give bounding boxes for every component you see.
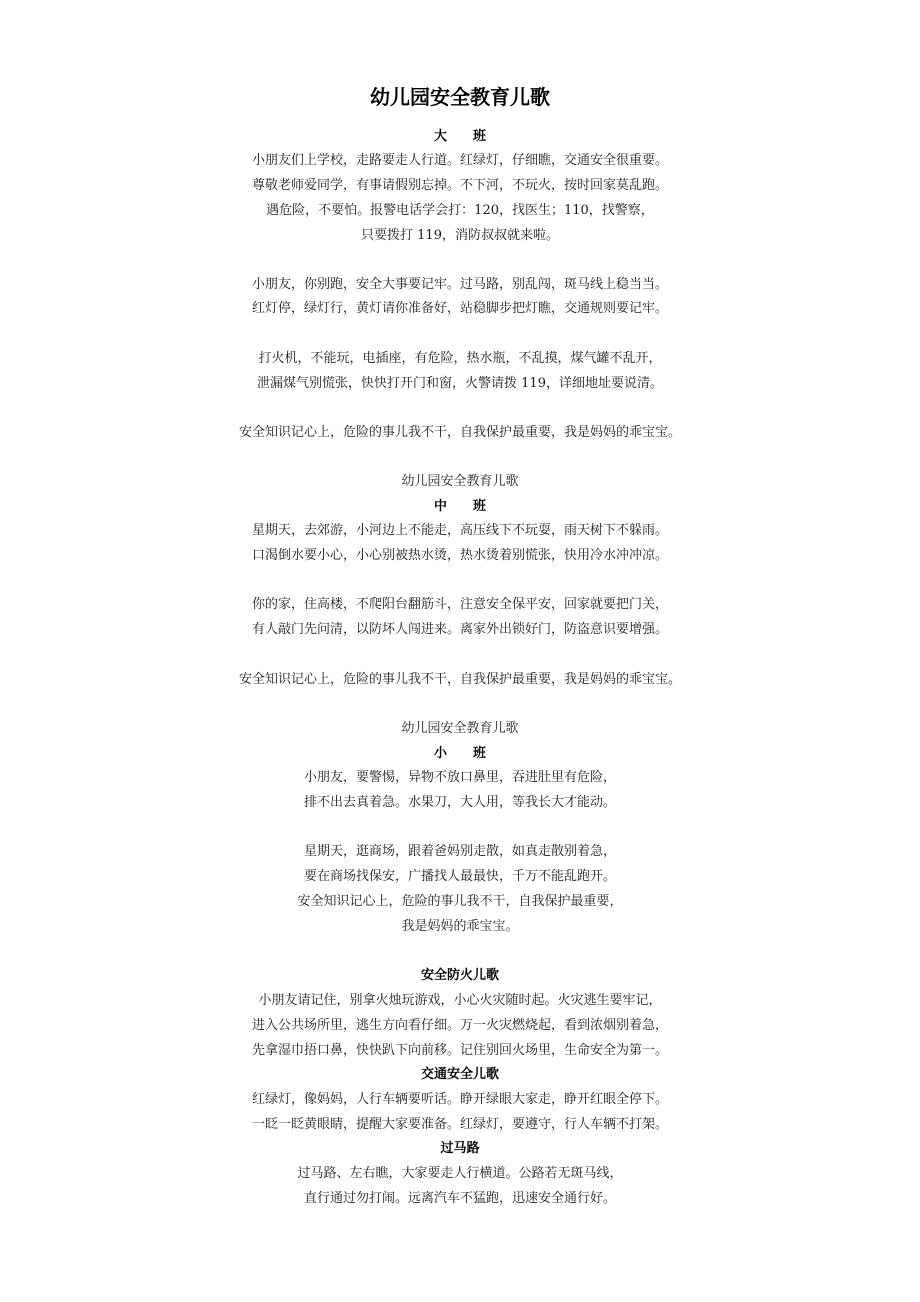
poem-line: 我是妈妈的乖宝宝。 xyxy=(401,919,519,934)
poem-line: 过马路、左右瞧，大家要走人行横道。公路若无斑马线， xyxy=(297,1166,623,1181)
poem-line: 星期天，去郊游，小河边上不能走，高压线下不玩耍，雨天树下不躲雨。 xyxy=(251,523,668,538)
poem-line: 打火机，不能玩，电插座，有危险，热水瓶，不乱摸，煤气罐不乱开， xyxy=(258,351,662,366)
poem-line: 进入公共场所里，逃生方向看仔细。万一火灾燃烧起，看到浓烟别着急， xyxy=(251,1018,668,1033)
poem-line: 遇危险，不要怕。报警电话学会打：120，找医生；110，找警察， xyxy=(266,203,654,218)
poem-line: 要在商场找保安，广播找人最最快，千万不能乱跑开。 xyxy=(303,869,616,884)
poem-line: 一眨一眨黄眼睛，提醒大家要准备。红绿灯，要遵守，行人车辆不打架。 xyxy=(251,1117,668,1132)
poem-line: 直行通过勿打闹。远离汽车不猛跑，迅速安全通行好。 xyxy=(303,1191,616,1206)
section-subtitle: 幼儿园安全教育儿歌 xyxy=(401,721,519,736)
heading-big-class: 大 班 xyxy=(433,129,486,144)
poem-line: 先拿湿巾捂口鼻，快快趴下向前移。记住别回火场里，生命安全为第一。 xyxy=(251,1043,668,1058)
poem-line: 有人敲门先问清，以防坏人闯进来。离家外出锁好门，防盗意识要增强。 xyxy=(251,622,668,637)
poem-line: 星期天，逛商场，跟着爸妈别走散，如真走散别着急， xyxy=(303,844,616,859)
poem-line: 红灯停，绿灯行，黄灯请你准备好，站稳脚步把灯瞧，交通规则要记牢。 xyxy=(251,301,668,316)
poem-line: 红绿灯，像妈妈，人行车辆要听话。睁开绿眼大家走，睁开红眼全停下。 xyxy=(251,1092,668,1107)
poem-line: 你的家，住高楼，不爬阳台翻筋斗，注意安全保平安，回家就要把门关， xyxy=(251,597,668,612)
poem-line: 小朋友请记住，别拿火烛玩游戏，小心火灾随时起。火灾逃生要牢记， xyxy=(258,993,662,1008)
poem-line: 只要拨打 119，消防叔叔就来啦。 xyxy=(361,228,559,243)
poem-line: 安全知识记心上，危险的事儿我不干，自我保护最重要， xyxy=(297,894,623,909)
section-subtitle: 幼儿园安全教育儿歌 xyxy=(401,474,519,489)
poem-line: 小朋友，你别跑，安全大事要记牢。过马路，别乱闯，斑马线上稳当当。 xyxy=(251,277,668,292)
heading-traffic-safety: 交通安全儿歌 xyxy=(420,1067,499,1082)
poem-line: 小朋友们上学校，走路要走人行道。红绿灯，仔细瞧，交通安全很重要。 xyxy=(251,153,668,168)
poem-line: 安全知识记心上，危险的事儿我不干，自我保护最重要，我是妈妈的乖宝宝。 xyxy=(238,425,681,440)
heading-middle-class: 中 班 xyxy=(433,499,486,514)
poem-line: 泄漏煤气别慌张，快快打开门和窗，火警请拨 119，详细地址要说清。 xyxy=(257,376,663,391)
poem-line: 口渴倒水要小心，小心别被热水烫，热水烫着别慌张，快用冷水冲冲凉。 xyxy=(251,548,668,563)
poem-line: 尊敬老师爱同学，有事请假别忘掉。不下河，不玩火，按时回家莫乱跑。 xyxy=(251,178,668,193)
poem-line: 安全知识记心上，危险的事儿我不干，自我保护最重要，我是妈妈的乖宝宝。 xyxy=(238,672,681,687)
heading-fire-safety: 安全防火儿歌 xyxy=(420,968,499,983)
document-title: 幼儿园安全教育儿歌 xyxy=(370,85,550,109)
poem-line: 小朋友，要警惕，异物不放口鼻里，吞进肚里有危险， xyxy=(303,770,616,785)
heading-small-class: 小 班 xyxy=(433,746,486,761)
poem-line: 排不出去真着急。水果刀，大人用，等我长大才能动。 xyxy=(303,795,616,810)
heading-crossing-road: 过马路 xyxy=(440,1141,480,1156)
